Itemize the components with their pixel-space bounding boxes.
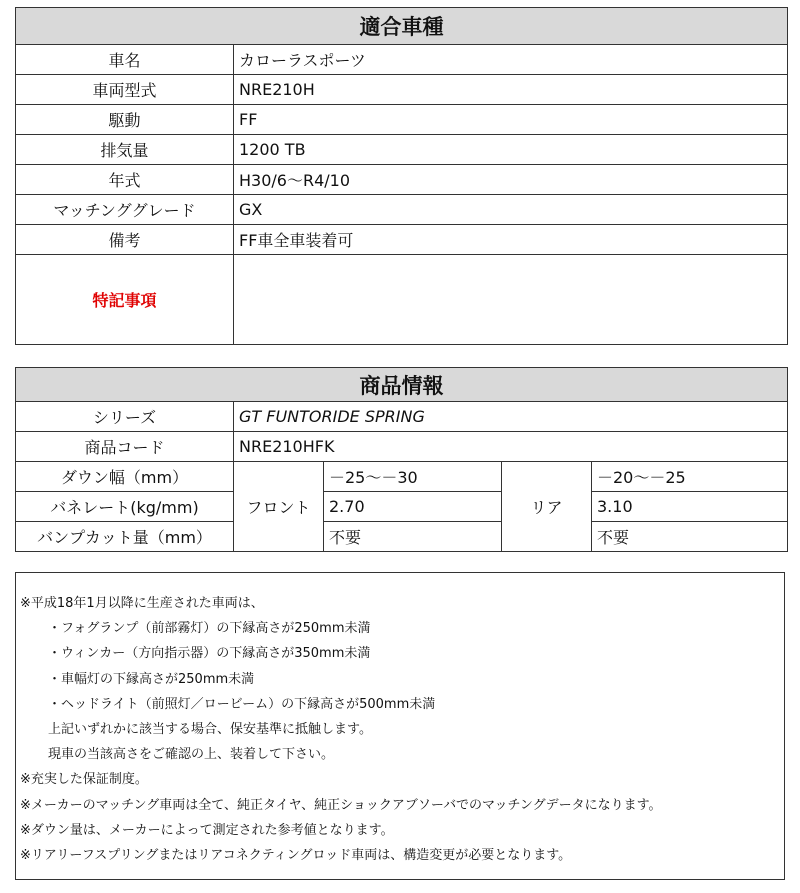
vehicle-name-label: 車名 [16, 45, 234, 75]
note-line: ・ヘッドライト（前照灯／ロービーム）の下縁高さが500mm未満 [48, 696, 436, 712]
drive-label: 駆動 [16, 105, 234, 135]
note-line: ・フォグランプ（前部霧灯）の下縁高さが250mm未満 [48, 621, 371, 637]
vehicle-name-value: カローラスポーツ [234, 45, 788, 75]
series-label: シリーズ [16, 402, 234, 432]
drive-value: FF [234, 105, 788, 135]
year-value: H30/6～R4/10 [234, 165, 788, 195]
vehicle-model-label: 車両型式 [16, 75, 234, 105]
product-table-title: 商品情報 [16, 368, 788, 402]
special-notes-value [234, 255, 788, 345]
bump-cut-rear: 不要 [592, 522, 788, 552]
product-table [15, 367, 788, 552]
front-label: フロント [234, 462, 324, 552]
notes-box [15, 572, 785, 880]
note-line: 上記いずれかに該当する場合、保安基準に抵触します。 [48, 721, 372, 737]
rear-label: リア [502, 462, 592, 552]
down-width-label: ダウン幅（mm） [16, 462, 234, 492]
note-line: ※平成18年1月以降に生産された車両は、 [20, 596, 264, 611]
vehicle-model-value: NRE210H [234, 75, 788, 105]
vehicle-table [15, 7, 788, 345]
down-width-front: －25～－30 [324, 462, 502, 492]
spring-rate-front: 2.70 [324, 492, 502, 522]
spring-rate-label: バネレート(kg/mm) [16, 492, 234, 522]
spring-rate-rear: 3.10 [592, 492, 788, 522]
vehicle-table-title: 適合車種 [16, 8, 788, 45]
down-width-rear: －20～－25 [592, 462, 788, 492]
displacement-value: 1200 TB [234, 135, 788, 165]
note-line: ・ウィンカー（方向指示器）の下縁高さが350mm未満 [48, 646, 371, 662]
series-value: GT FUNTORIDE SPRING [234, 402, 788, 432]
grade-label: マッチンググレード [16, 195, 234, 225]
note-line: ※充実した保証制度。 [20, 772, 148, 788]
displacement-label: 排気量 [16, 135, 234, 165]
product-code-label: 商品コード [16, 432, 234, 462]
note-line: ※メーカーのマッチング車両は全て、純正タイヤ、純正ショックアブソーバでのマッチングデータになります。 [20, 797, 662, 813]
note-line: ※ダウン量は、メーカーによって測定された参考値となります。 [20, 822, 394, 838]
product-code-value: NRE210HFK [234, 432, 788, 462]
year-label: 年式 [16, 165, 234, 195]
remarks-label: 備考 [16, 225, 234, 255]
bump-cut-label: バンプカット量（mm） [16, 522, 234, 552]
grade-value: GX [234, 195, 788, 225]
remarks-value: FF車全車装着可 [234, 225, 788, 255]
bump-cut-front: 不要 [324, 522, 502, 552]
special-notes-label: 特記事項 [16, 255, 234, 345]
note-line: ※リアリーフスプリングまたはリアコネクティングロッド車両は、構造変更が必要となります。 [20, 847, 572, 863]
note-line: ・車幅灯の下縁高さが250mm未満 [48, 671, 255, 687]
note-line: 現車の当該高さをご確認の上、装着して下さい。 [48, 747, 335, 763]
